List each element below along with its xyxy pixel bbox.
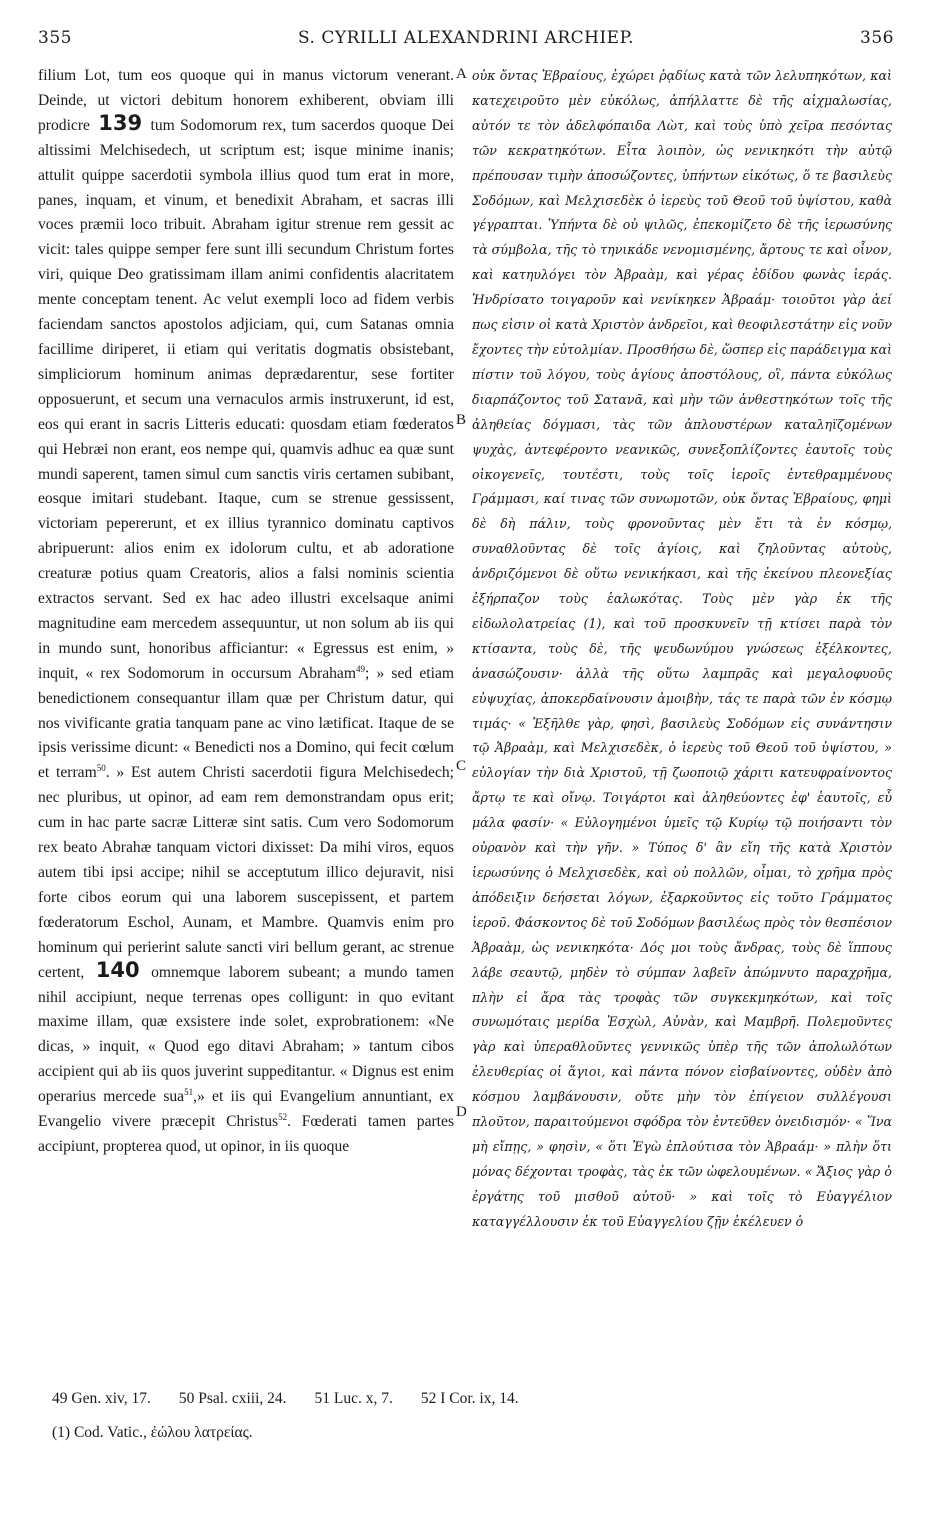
greek-g2: , καὶ τοῦ προσκυνεῖν τῇ κτίσει παρὰ τὸν κτίσαντα, τοὺς δὲ, τῆς ψευδωνύμου γνώσεως ἐξέλκοντες, ἀνασώζουσιν· ἀλλὰ τῆς οὕτω λαμπρᾶς καὶ μεγαλοφυοῦς εὐψυχίας, ἀποκερδαίνουσιν ἀμοιβὴν, τάς τε παρὰ τῶν ἐν κόσμῳ τιμάς· « Ἐξῆλθε γὰρ, φησὶ, βασιλεὺς Σοδόμων εἰς συνάντησιν τῷ Ἀβραὰμ, καὶ Μελχισεδὲκ, ὁ ἱερεὺς τοῦ Θεοῦ τοῦ ὑψίστου, » εὐλογίαν τὴν διὰ Χριστοῦ, τῇ ζωοποιῷ χάριτι κατευφραίνοντος ἄρτῳ τε καὶ οἴνῳ. Τοιγάρτοι καὶ ἀληθεύοντες ἐφ' ἑαυτοῖς, εὖ μάλα φασίν· « Εὐλογημένοι ὑμεῖς τῷ Κυρίῳ τῷ ποιήσαντι τὸν οὐρανὸν καὶ τὴν γῆν. » Τύπος δ' ἂν εἴη τῆς κατὰ Χριστὸν ἱερωσύνης ὁ Μελχισεδὲκ, καὶ οὐ πολλῶν, οἶμαι, τὸ χρῆμα πρὸς ἀπόδειξιν δεήσεται λόγων, ἐξαρκοῦντος εἰς τοῦτο Γράμματος ἱεροῦ. Φάσκοντος δὲ τοῦ Σοδόμων βασιλέως πρὸς τὸν θεσπέσιον Ἀβραὰμ, ὡς νενικηκότα· Δός μοι τοὺς ἄνδρας, τοὺς δὲ ἵππους λάβε σεαυτῷ, μηδὲν τὸ σύμπαν λαβεῖν ἀπώμνυτο παραχρῆμα, πλὴν εἰ ἄρα τὰς τροφὰς τῶν συγκεκμηκότων, καὶ τοῖς συνωμόταις μερίδα Ἐσχὼλ, Αὐνὰν, καὶ Μαμβρῆ. Πολεμοῦντες γὰρ καὶ ὑπεραθλοῦντες γεννικῶς ὑπὲρ τῆς τῶν ἀπολωλότων ἐλευθερίας οἱ ἅγιοι, καὶ πάντα πόνον εἰσβαίνοντες, οὐδὲν ἀπὸ κόσμου λαμβάνουσιν, οὔτε μὴν τὸν ἐπίγειον συλλέγουσι πλοῦτον, παραιτούμενοι σφόδρα τὸν ἐντεῦθεν ὀνειδισμόν· « Ἵνα μὴ εἴπῃς, » φησὶν, « ὅτι Ἐγὼ ἐπλούτισα τὸν Ἀβραάμ· » πλὴν ὅτι μόνας δέχονται τροφὰς, τὰς ἐκ τῶν ὠφελουμένων. « Ἄξιος γὰρ ὁ ἐργάτης τοῦ μισθοῦ αὐτοῦ· » καὶ τοῖς τὸ Εὐαγγέλιον καταγγέλλουσιν ἐκ τοῦ Εὐαγγελίου ζῇν ἐκέλευεν ὁ xyxy=(472,615,892,1229)
latin-column xyxy=(38,64,454,1160)
latin-p7: . Fœderati tamen partes accipiunt, propterea quod, ut opinor, in iis quoque xyxy=(38,1113,455,1155)
margin-letter-a: A xyxy=(456,66,467,82)
footnote-49: 49 Gen. xiv, 17. xyxy=(52,1390,151,1407)
greek-g1: οὐκ ὄντας Ἑβραίους, ἐχώρει ῥᾳδίως κατὰ τῶν λελυπηκότων, καὶ κατεχειροῦτο μὲν εὐκόλως, ἀπήλλαττε δὲ τῆς αἰχμαλωσίας, αὐτόν τε τὸν ἀδελφόπαιδα Λὼτ, καὶ τοὺς ὑπὸ χεῖρα πεσόντας τῶν κεκρατηκότων. Εἶτα λοιπὸν, ὡς νενικηκότι τὴν αὐτῷ πρέπουσαν τιμὴν ἀποσώζοντες, ὑπήντων εἰκότως, ὅ τε βασιλεὺς Σοδόμων, καὶ Μελχισεδὲκ ὁ ἱερεὺς τοῦ Θεοῦ τοῦ ὑψίστου, καθὰ γέγραπται. Ὑπήντα δὲ οὐ ψιλῶς, ἐπεκομίζετο δὲ τῆς ἱερωσύνης τὰ σύμβολα, τῆς τὸ τηνικάδε νενομισμένης, ἄρτους τε καὶ οἶνον, καὶ κατηυλόγει τὸν Ἀβραὰμ, καὶ γέρας ἐδίδου φωνὰς ἱεράς. Ἠνδρίσατο τοιγαροῦν καὶ νενίκηκεν Ἀβραάμ· τοιοῦτοι γὰρ ἀεί πως εἰσιν οἱ κατὰ Χριστὸν ἀνδρεῖοι, καὶ θεοφιλεστάτην εἰς νοῦν ἔχοντες τὴν εὐτολμίαν. Προσθήσω δὲ, ὥσπερ εἰς παράδειγμα καὶ πίστιν τοῦ λόγου, τοὺς ἁγίους ἀποστόλους, οἳ, πάντα εὐκόλως διαρπάζοντος τοῦ Σατανᾶ, καὶ μὴν τῶν ἀνθεστηκότων τοῖς τῆς ἀληθείας δόγμασι, τὰς τῶν ἁπλουστέρων καταληϊζομένων ψυχὰς, ἀντεφέροντο νεανικῶς, συνεξοπλίζοντες ἑαυτοῖς τοὺς οἰκογενεῖς, τουτέστι, τοὺς τοῖς ἱεροῖς ἐντεθραμμένους Γράμμασι, καί τινας τῶν συνωμοτῶν, οὐκ ὄντας Ἑβραίους, φημὶ δὲ δὴ πάλιν, τοὺς φρονοῦντας μὲν ἔτι τὰ ἐν κόσμῳ, συναθλοῦντας δὲ τοῖς ἁγίοις, καὶ ζηλοῦντας αὐτοὺς, ἀνδριζόμενοι δὲ οὕτω νενικήκασι, καὶ τῆς ἐκείνου πλεονεξίας ἐξήρπαζον τοὺς ἑαλωκότας. Τοὺς μὲν γὰρ ἐκ τῆς εἰδωλολατρείας xyxy=(472,68,892,631)
section-mark-140: 140 xyxy=(95,957,140,982)
footnote-ref-52: 52 xyxy=(278,1111,288,1122)
latin-text xyxy=(38,64,454,1160)
section-mark-139: 139 xyxy=(98,110,143,135)
latin-p1: filium Lot, tum eos quoque qui in manus victorum venerant. Deinde, ut victori debitum honorem exhiberent, obviam illi prodicre xyxy=(38,67,454,134)
margin-letter-d: D xyxy=(456,1104,467,1120)
margin-letter-b: B xyxy=(456,412,467,428)
latin-p6: ,» et iis qui Evangelium annuntiant, ex Evangelio vivere præcepit Christus xyxy=(38,1088,454,1131)
running-header xyxy=(38,28,894,58)
running-title: S. CYRILLI ALEXANDRINI ARCHIEP. xyxy=(298,28,634,48)
page-number-right: 356 xyxy=(860,28,894,48)
footnotes xyxy=(52,1390,912,1442)
latin-p2: tum Sodomorum rex, tum sacerdos quoque Dei altissimi Melchisedech, ut scriptum est; isque minime inanis; attulit quippe sacerdotii symbola illius quod tum erat in more, panes, inquam, et vinum, et benedixit Abraham, et sacras illi voces præmii loco tribuit. Abraham igitur strenue rem gessit ac vicit: tales quippe semper fere sunt illi secundum Christum fortes viri, quique Deo gratissimam illam animi confidentis alacritatem mente conceptam tenent. Ac velut exempli loco ad fidem verbis faciendam sanctos apostolos adjiciam, qui, cum Satanas omnia facillime diriperet, ii etiam qui veritatis dogmatis obsistebant, simpliciorum hominum animas deprædarentur, sese fortiter opposuerunt, et secum una vernaculos armis instruxerunt, id est, eos qui erant in sacris Litteris educati: quosdam etiam fœderatos qui Hebræi non erant, eos nempe qui, quamvis adhuc ea quæ sunt mundi saperent, tamen simul cum sanctis viris certamen subibant, eosque imitari studebant. Itaque, cum se strenue gessissent, victoriam pepererunt, et ex illius tyrannico dominatu captivos abripuerunt: alios enim ex idolorum cultu, et ab adoratione creaturæ potius quam Creatoris, alios a falsi nominis scientia extractos servant. Sed ex hac adeo illustri excelsaque animi magnitudine eam mercedem assequuntur, ut non solum ab iis qui in mundo sunt, honoribus afficiantur: « Egressus est enim, » inquit, « rex Sodomorum in occursum Abraham xyxy=(38,116,455,682)
margin-letter-c: C xyxy=(456,758,467,774)
footnote-ref-49: 49 xyxy=(355,663,365,674)
footnote-refs xyxy=(52,1390,912,1408)
greek-column xyxy=(472,64,892,1235)
greek-text xyxy=(472,64,892,1235)
greek-note-ref: (1) xyxy=(583,615,602,631)
footnote-ref-50: 50 xyxy=(96,763,106,774)
latin-p4: . » Est autem Christi sacerdotii figura Melchisedech; nec pluribus, ut opinor, ad eam rem demonstrandam opus erit; cum in hac parte sacræ Litteræ sint satis. Cum vero Sodomorum rex beato Abrahæ tanquam victori dixisset: Da mihi viros, equos autem tibi ipsi accipe; nihil se acceptutum illico dejuravit, nisi forte cibos eorum qui una laborem suscepissent, et partem fœderatorum Eschol, Aunam, et Mambre. Quamvis enim pro hominum qui perierint salute sancti viri bellum gerant, ac strenue certent, xyxy=(38,764,455,981)
latin-p5: omnemque laborem subeant; a mundo tamen nihil accipiunt, neque terrenas opes colligunt: in quo evitant maxime illam, quæ exsistere inde solet, exprobrationem: «Ne dicas, » inquit, « Quod ego ditavi Abraham; » tantum cibos accipient qui ab iis quos juverint suppeditantur. « Dignus est enim operarius mercede sua xyxy=(38,963,454,1106)
page-number-left: 355 xyxy=(38,28,72,48)
footnote-50: 50 Psal. cxiii, 24. xyxy=(178,1390,287,1407)
footnote-52: 52 I Cor. ix, 14. xyxy=(420,1390,519,1407)
variant-note: (1) Cod. Vatic., ἐώλου λατρείας. xyxy=(52,1424,253,1441)
latin-p3: ; » sed etiam benedictionem consequantur illam quæ per Christum datur, qui nos vivificante gratia tanquam pane ac vino lætificat. Itaque de se ipsis verissime dicunt: « Benedicti nos a Domino, qui fecit cœlum et terram xyxy=(38,664,454,782)
footnote-51: 51 Luc. x, 7. xyxy=(314,1390,393,1407)
footnote-ref-51: 51 xyxy=(184,1086,194,1097)
